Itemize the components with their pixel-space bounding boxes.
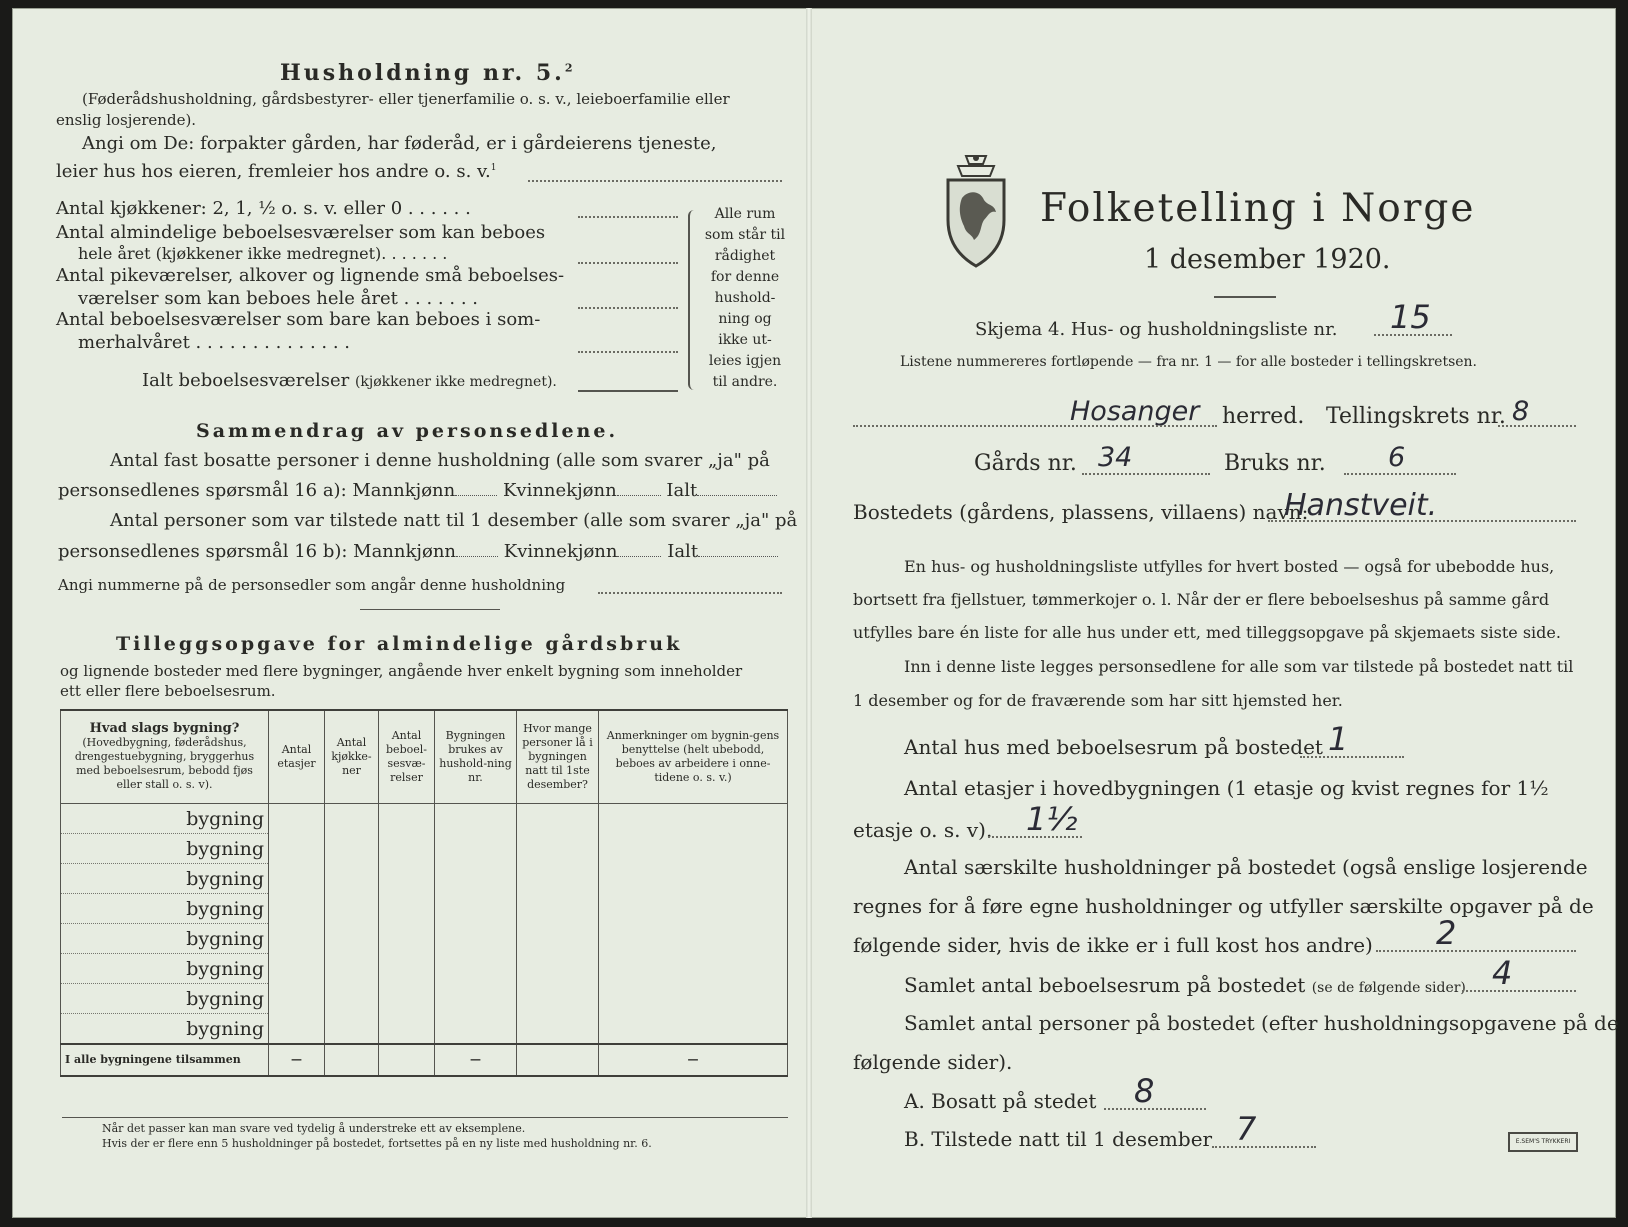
footnote-1: Når det passer kan man svare ved tydelig å understreke ett av eksemplene. bbox=[102, 1122, 526, 1135]
husholdninger-line-3: følgende sider, hvis de ikke er i full kost hos andre) bbox=[853, 933, 1373, 957]
table-row[interactable] bbox=[61, 804, 788, 834]
sum-dash: — bbox=[435, 1044, 517, 1076]
col-header-etasjer: Antal etasjer bbox=[269, 710, 325, 804]
rooms-side-note: Alle rum som står til rådighet for denne hushold- ning og ikke ut- leies igjen til andre. bbox=[704, 206, 786, 390]
angi-fill-line[interactable] bbox=[528, 180, 782, 182]
hus-field bbox=[1300, 756, 1404, 758]
bruks-field bbox=[1344, 473, 1456, 475]
hus-value[interactable]: 1 bbox=[1328, 720, 1349, 758]
row-label: bygning bbox=[61, 924, 269, 954]
kjokkener-label: Antal kjøkkener: 2, 1, ½ o. s. v. eller 0 . . . . . . bbox=[56, 198, 471, 219]
angi-line-1: Angi om De: forpakter gården, har føderåd, er i gårdeierens tjeneste, bbox=[82, 133, 717, 154]
rum-value[interactable]: 4 bbox=[1492, 954, 1513, 992]
sommer-label-2: merhalvåret . . . . . . . . . . . . . . bbox=[78, 332, 351, 353]
krets-label: Tellingskrets nr. bbox=[1326, 404, 1506, 429]
household-subtitle-2: enslig losjerende). bbox=[56, 111, 197, 129]
col-header-personer: Hvor mange personer lå i bygningen natt til 1ste desember? bbox=[517, 710, 599, 804]
pike-label-1: Antal pikeværelser, alkover og lignende små beboelses- bbox=[56, 265, 565, 286]
row-label: bygning bbox=[61, 984, 269, 1014]
table-row[interactable] bbox=[61, 894, 788, 924]
bosted-field bbox=[1268, 520, 1576, 522]
skjema-value[interactable]: 15 bbox=[1390, 298, 1431, 336]
husholdninger-line-2: regnes for å føre egne husholdninger og utfyller særskilte opgaver på de bbox=[853, 894, 1594, 918]
rooms-brace bbox=[688, 210, 700, 390]
table-row[interactable] bbox=[61, 924, 788, 954]
herred-label: herred. bbox=[1222, 404, 1305, 429]
building-table bbox=[60, 709, 788, 1077]
sum-label: I alle bygningene tilsammen bbox=[61, 1044, 269, 1076]
summary-divider bbox=[360, 609, 500, 610]
kjokkener-field[interactable] bbox=[578, 216, 678, 218]
gards-field bbox=[1082, 473, 1210, 475]
census-title: Folketelling i Norge bbox=[1040, 186, 1476, 231]
rum-label: Samlet antal beboelsesrum på bostedet (se de følgende sider) bbox=[904, 973, 1466, 997]
coat-of-arms-icon bbox=[940, 152, 1012, 270]
table-row[interactable] bbox=[61, 954, 788, 984]
instruction-2: bortsett fra fjellstuer, tømmerkojer o. l. Når der er flere beboelseshus på samme gård bbox=[853, 590, 1550, 609]
tillegg-text-1: og lignende bosteder med flere bygninger, angående hver enkelt bygning som inneholder bbox=[60, 662, 743, 680]
pike-field[interactable] bbox=[578, 307, 678, 309]
summary-p2a: Antal personer som var tilstede natt til 1 desember (alle som svarer „ja" på bbox=[110, 510, 798, 531]
table-row[interactable] bbox=[61, 834, 788, 864]
row-label: bygning bbox=[61, 834, 269, 864]
husholdninger-line-1: Antal særskilte husholdninger på bostedet (også enslige losjerende bbox=[904, 855, 1588, 879]
census-date: 1 desember 1920. bbox=[1144, 244, 1391, 275]
col-header-anmerkninger: Anmerkninger om bygnin-gens benyttelse (helt ubebodd, beboes av arbeidere i onne-tidene o. s. v.) bbox=[599, 710, 788, 804]
hus-label: Antal hus med beboelsesrum på bostedet bbox=[904, 735, 1323, 759]
husholdninger-value[interactable]: 2 bbox=[1436, 914, 1457, 952]
alm-label-2: hele året (kjøkkener ikke medregnet). . . . . . . bbox=[78, 244, 448, 263]
skjema-field bbox=[1374, 334, 1452, 336]
bosted-label: Bostedets (gårdens, plassens, villaens) navn: bbox=[853, 500, 1309, 524]
alm-label-1: Antal almindelige beboelsesværelser som kan beboes bbox=[56, 222, 546, 243]
summary-p1a: Antal fast bosatte personer i denne husholdning (alle som svarer „ja" på bbox=[110, 450, 770, 471]
instruction-4: Inn i denne liste legges personsedlene for alle som var tilstede på bostedet natt til bbox=[904, 657, 1574, 676]
sommer-field[interactable] bbox=[578, 351, 678, 353]
herred-field bbox=[853, 425, 1217, 427]
numbering-note: Listene nummereres fortløpende — fra nr. 1 — for alle bosteder i tellingskretsen. bbox=[900, 354, 1478, 370]
husholdninger-field bbox=[1376, 950, 1576, 952]
etasjer-field bbox=[988, 836, 1082, 838]
row-label: bygning bbox=[61, 954, 269, 984]
instruction-3: utfylles bare én liste for alle hus under ett, med tilleggsopgave på skjemaets siste side. bbox=[853, 623, 1561, 642]
gards-value[interactable]: 34 bbox=[1098, 442, 1133, 473]
bosatt-field bbox=[1104, 1108, 1206, 1110]
krets-value[interactable]: 8 bbox=[1512, 396, 1530, 427]
bruks-label: Bruks nr. bbox=[1224, 451, 1326, 476]
row-label: bygning bbox=[61, 894, 269, 924]
gards-label: Gårds nr. bbox=[974, 451, 1077, 476]
personer-line-2: følgende sider). bbox=[853, 1050, 1013, 1074]
angi-line-2: leier hus hos eieren, fremleier hos andre o. s. v.$^1$ bbox=[56, 161, 497, 182]
tillegg-text-2: ett eller flere beboelsesrum. bbox=[60, 682, 276, 700]
etasjer-label: Antal etasjer i hovedbygningen (1 etasje og kvist regnes for 1½ bbox=[904, 776, 1549, 800]
ialt-rooms-field[interactable] bbox=[578, 390, 678, 392]
table-row[interactable] bbox=[61, 984, 788, 1014]
personer-line-1: Samlet antal personer på bostedet (efter husholdningsopgavene på de bbox=[904, 1011, 1619, 1035]
tilstede-label: B. Tilstede natt til 1 desember bbox=[904, 1127, 1213, 1151]
skjema-label: Skjema 4. Hus- og husholdningsliste nr. bbox=[975, 319, 1338, 340]
sum-dash: — bbox=[599, 1044, 788, 1076]
printer-stamp: E.SEM'S TRYKKERI bbox=[1508, 1132, 1578, 1152]
row-label: bygning bbox=[61, 804, 269, 834]
ialt-rooms-label: Ialt beboelsesværelser (kjøkkener ikke medregnet). bbox=[142, 370, 557, 391]
footnote-2: Hvis der er flere enn 5 husholdninger på bostedet, fortsettes på en ny liste med husholdning nr. 6. bbox=[102, 1137, 652, 1150]
bosatt-value[interactable]: 8 bbox=[1134, 1072, 1155, 1110]
household-heading: Husholdning nr. 5.$^2$ bbox=[280, 60, 576, 86]
etasjer-label-2: etasje o. s. v). bbox=[853, 818, 993, 842]
title-divider bbox=[1214, 296, 1276, 298]
table-row[interactable] bbox=[61, 864, 788, 894]
instruction-5: 1 desember og for de fraværende som har sitt hjemsted her. bbox=[853, 691, 1343, 710]
instruction-1: En hus- og husholdningsliste utfylles for hvert bosted — også for ubebodde hus, bbox=[904, 557, 1555, 576]
etasjer-value[interactable]: 1½ bbox=[1026, 800, 1078, 838]
tilstede-field bbox=[1212, 1146, 1316, 1148]
household-subtitle: (Føderådshusholdning, gårdsbestyrer- eller tjenerfamilie o. s. v., leieboerfamilie eller bbox=[82, 90, 730, 108]
table-sum-row bbox=[61, 1044, 788, 1076]
summary-angi-field[interactable] bbox=[598, 592, 782, 594]
page-fold bbox=[806, 8, 812, 1218]
summary-p2b: personsedlenes spørsmål 16 b): Mannkjønn Kvinnekjønn Ialt bbox=[58, 541, 778, 562]
col-header-vaerelser: Antal beboel-sesvæ-relser bbox=[379, 710, 435, 804]
bosatt-label: A. Bosatt på stedet bbox=[904, 1089, 1097, 1113]
footnote-rule bbox=[62, 1117, 788, 1118]
pike-label-2: værelser som kan beboes hele året . . . . . . . bbox=[78, 288, 478, 309]
col-header-type: Hvad slags bygning? (Hovedbygning, føderådshus, drengestuebygning, bryggerhus med beboelsesrum, bebodd fjøs eller stall o. s. v). bbox=[61, 710, 269, 804]
herred-value[interactable]: Hosanger bbox=[1070, 396, 1200, 427]
summary-angi: Angi nummerne på de personsedler som angår denne husholdning bbox=[58, 576, 566, 594]
row-label: bygning bbox=[61, 1014, 269, 1045]
sum-dash: — bbox=[269, 1044, 325, 1076]
krets-field bbox=[1498, 425, 1576, 427]
table-row[interactable] bbox=[61, 1014, 788, 1045]
col-header-husholdning: Bygningen brukes av hushold-ning nr. bbox=[435, 710, 517, 804]
summary-heading: Sammendrag av personsedlene. bbox=[196, 420, 619, 442]
summary-p1b: personsedlenes spørsmål 16 a): Mannkjønn Kvinnekjønn Ialt bbox=[58, 480, 777, 501]
sommer-label-1: Antal beboelsesværelser som bare kan beboes i som- bbox=[56, 309, 541, 330]
bosted-value[interactable]: Hanstveit. bbox=[1284, 488, 1438, 523]
col-header-kjokkener: Antal kjøkke-ner bbox=[325, 710, 379, 804]
row-label: bygning bbox=[61, 864, 269, 894]
alm-field[interactable] bbox=[578, 262, 678, 264]
bruks-value[interactable]: 6 bbox=[1388, 442, 1406, 473]
tillegg-heading: Tilleggsopgave for almindelige gårdsbruk bbox=[116, 633, 683, 655]
tilstede-value[interactable]: 7 bbox=[1236, 1110, 1257, 1148]
rum-field bbox=[1462, 990, 1576, 992]
